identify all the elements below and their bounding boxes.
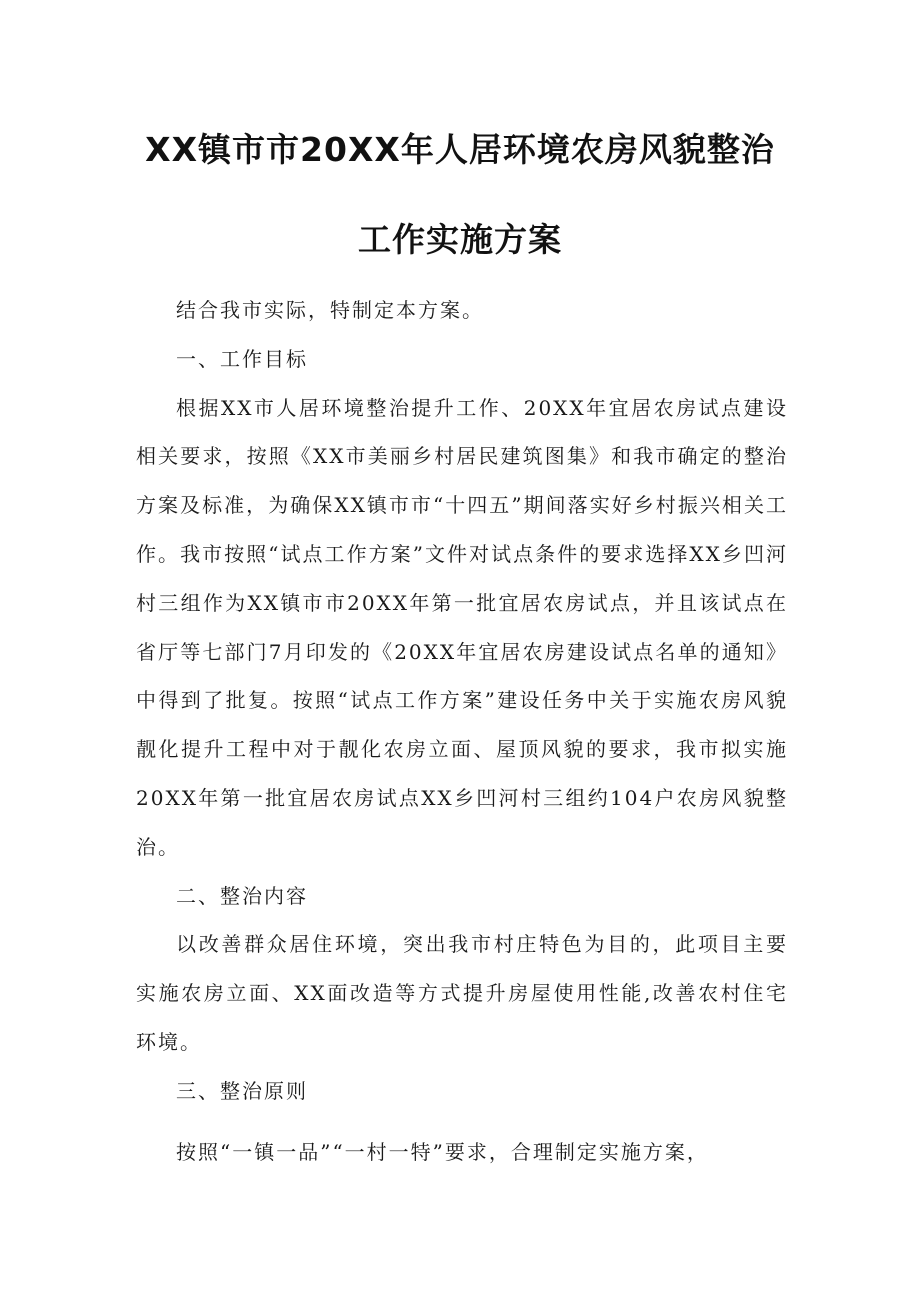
document-title-line-2: 工作实施方案 [358,220,562,259]
section-1-heading: 一、工作目标 [176,346,308,371]
section-2-paragraph: 以改善群众居住环境，突出我市村庄特色为目的，此项目主要实施农房立面、XX面改造等方式提升房屋使用性能,改善农村住宅环境。 [136,932,788,1054]
intro-paragraph: 结合我市实际，特制定本方案。 [176,298,484,322]
document-title-line-1: XX镇市市20XX年人居环境农房风貌整治 [145,130,775,169]
section-2-heading: 二、整治内容 [176,883,308,908]
document-body [136,286,788,1116]
section-3-heading: 三、整治原则 [176,1078,308,1103]
section-3-paragraph: 按照“一镇一品”“一村一特”要求，合理制定实施方案， [176,1140,709,1164]
section-1-paragraph: 根据XX市人居环境整治提升工作、20XX年宜居农房试点建设相关要求，按照《XX市美丽乡村居民建筑图集》和我市确定的整治方案及标准，为确保XX镇市市“十四五”期间落实好乡村振兴相关工作。我市按照“试点工作方案”文件对试点条件的要求选择XX乡凹河村三组作为XX镇市市20XX年第一批宜居农房试点，并且该试点在省厅等七部门7月印发的《20XX年宜居农房建设试点名单的通知》中得到了批复。按照“试点工作方案”建设任务中关于实施农房风貌靓化提升工程中对于靓化农房立面、屋顶风貌的要求，我市拟实施20XX年第一批宜居农房试点XX乡凹河村三组约104户农房风貌整治。 [136,395,788,859]
